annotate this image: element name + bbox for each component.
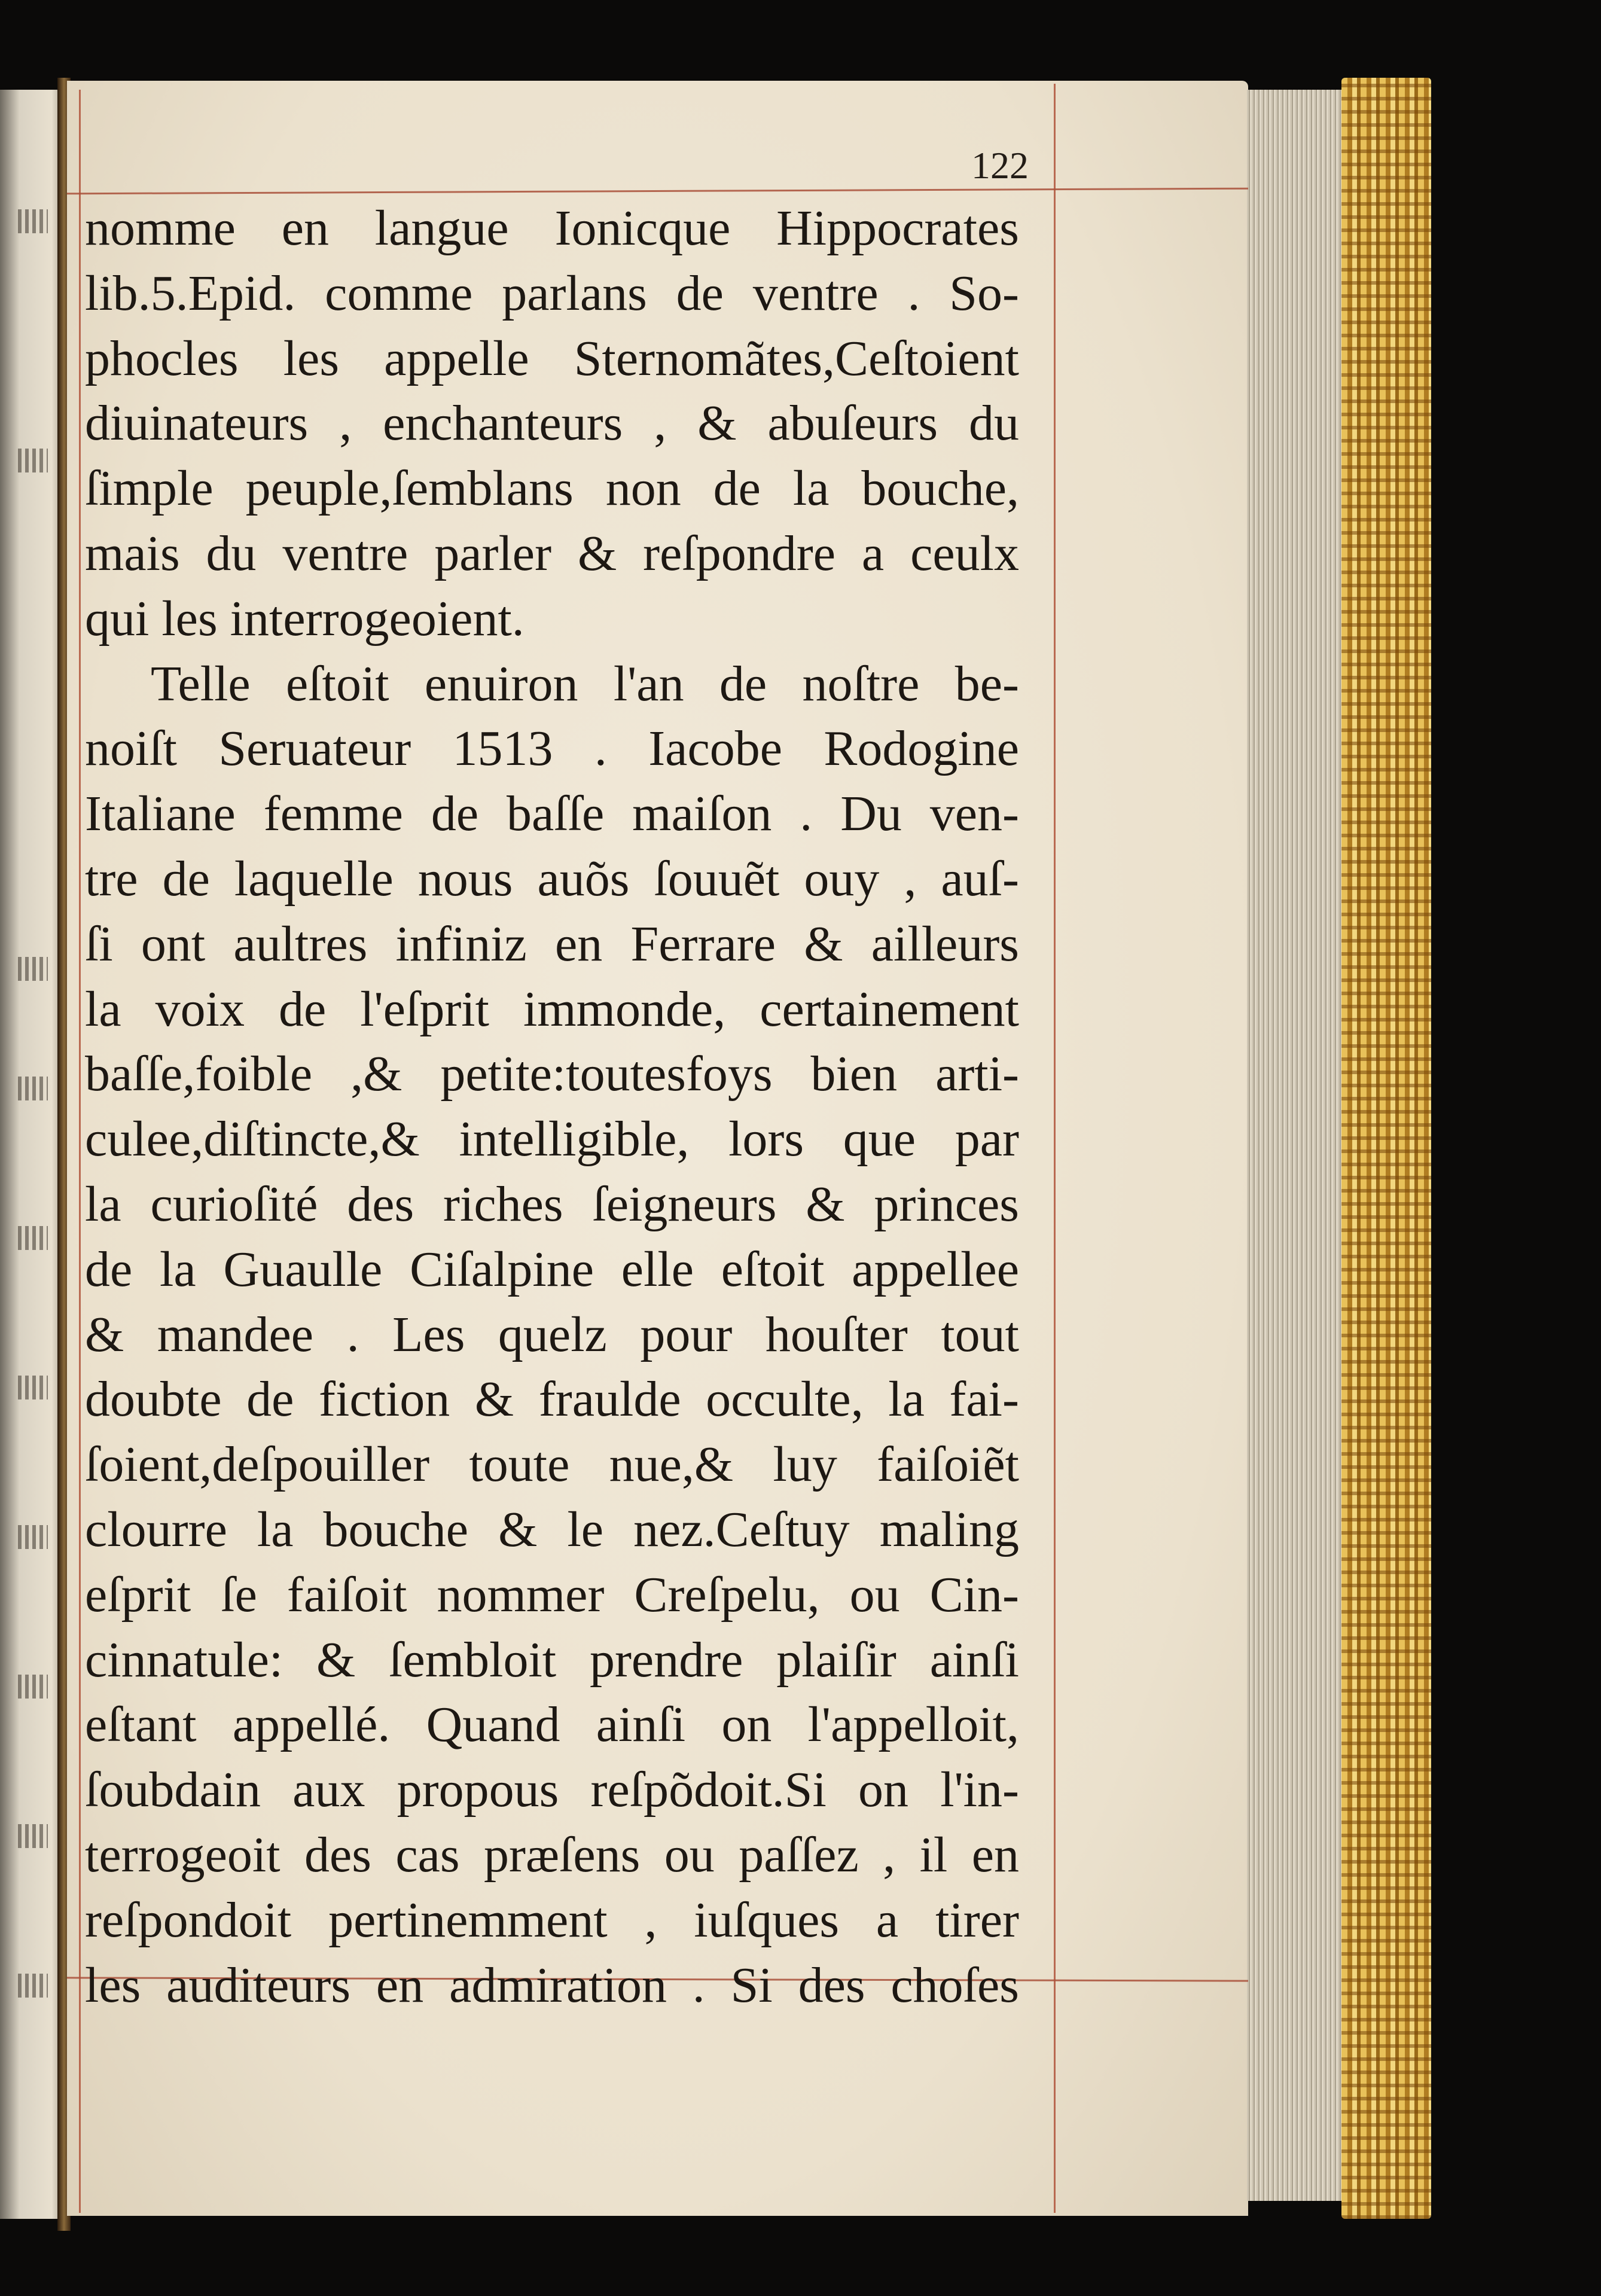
text-line: ſoubdain aux propous reſpõdoit.Si on l'in-	[85, 1762, 1019, 1818]
text-line: culee,diſtincte,& intelligible, lors que par	[85, 1111, 1019, 1167]
text-line: diuinateurs , enchanteurs , & abuſeurs du	[85, 395, 1019, 452]
page-fore-edges	[1247, 90, 1343, 2201]
text-fragment	[18, 957, 48, 981]
text-line: Italiane femme de baſſe maiſon . Du ven-	[85, 786, 1019, 842]
text-line: ſimple peuple,ſemblans non de la bouche,	[85, 461, 1019, 517]
text-line: reſpondoit pertinemment , iuſques a tirer	[85, 1892, 1019, 1948]
text-line: qui les interrogeoient.	[85, 590, 524, 647]
text-fragment	[18, 1226, 48, 1250]
text-line: Telle eſtoit enuiron l'an de noſtre be-	[151, 655, 1019, 712]
text-fragment	[18, 209, 48, 233]
page-number: 122	[971, 144, 1029, 187]
text-fragment	[18, 1525, 48, 1549]
text-line: eſprit ſe faiſoit nommer Creſpelu, ou Cin-	[85, 1566, 1019, 1623]
text-line: doubte de fiction & fraulde occulte, la fai-	[85, 1371, 1019, 1428]
facing-page-edge	[0, 90, 65, 2219]
text-line: terrogeoit des cas præſens ou paſſez , il en	[85, 1827, 1019, 1883]
text-fragment	[18, 449, 48, 472]
text-fragment	[18, 1077, 48, 1100]
text-line: nomme en langue Ionicque Hippocrates	[85, 200, 1019, 256]
gilt-fore-edge	[1341, 78, 1431, 2219]
text-line: clourre la bouche & le nez.Ceſtuy maling	[85, 1501, 1019, 1557]
text-line: noiſt Seruateur 1513 . Iacobe Rodogine	[85, 721, 1019, 777]
text-line: la voix de l'eſprit immonde, certainement	[85, 981, 1019, 1037]
text-line: phocles les appelle Sternomãtes,Ceſtoient	[85, 330, 1019, 386]
text-line: tre de laquelle nous auõs ſouuẽt ouy , auſ-	[85, 850, 1019, 907]
red-rule-left	[79, 90, 81, 2213]
text-fragment	[18, 1376, 48, 1399]
text-line: ſi ont aultres infiniz en Ferrare & ailleurs	[85, 916, 1019, 972]
text-line: les auditeurs en admiration . Si des choſes	[85, 1957, 1019, 2013]
text-line: la curioſité des riches ſeigneurs & princes	[85, 1176, 1019, 1232]
text-line: mais du ventre parler & reſpondre a ceulx	[85, 525, 1019, 581]
text-fragment	[18, 1974, 48, 1998]
text-fragment	[18, 1824, 48, 1848]
text-fragment	[18, 1675, 48, 1699]
text-line: lib.5.Epid. comme parlans de ventre . So-	[85, 265, 1019, 321]
text-line: & mandee . Les quelz pour houſter tout	[85, 1306, 1019, 1362]
red-rule-right	[1054, 84, 1056, 2213]
text-line: baſſe,foible ,& petite:toutesfoys bien arti-	[85, 1046, 1019, 1102]
text-line: cinnatule: & ſembloit prendre plaiſir ainſi	[85, 1632, 1019, 1688]
text-line: de la Guaulle Ciſalpine elle eſtoit appellee	[85, 1241, 1019, 1297]
text-line: eſtant appellé. Quand ainſi on l'appelloit,	[85, 1697, 1019, 1753]
text-line: ſoient,deſpouiller toute nue,& luy faiſoiẽt	[85, 1437, 1019, 1493]
body-text	[85, 196, 1019, 2018]
